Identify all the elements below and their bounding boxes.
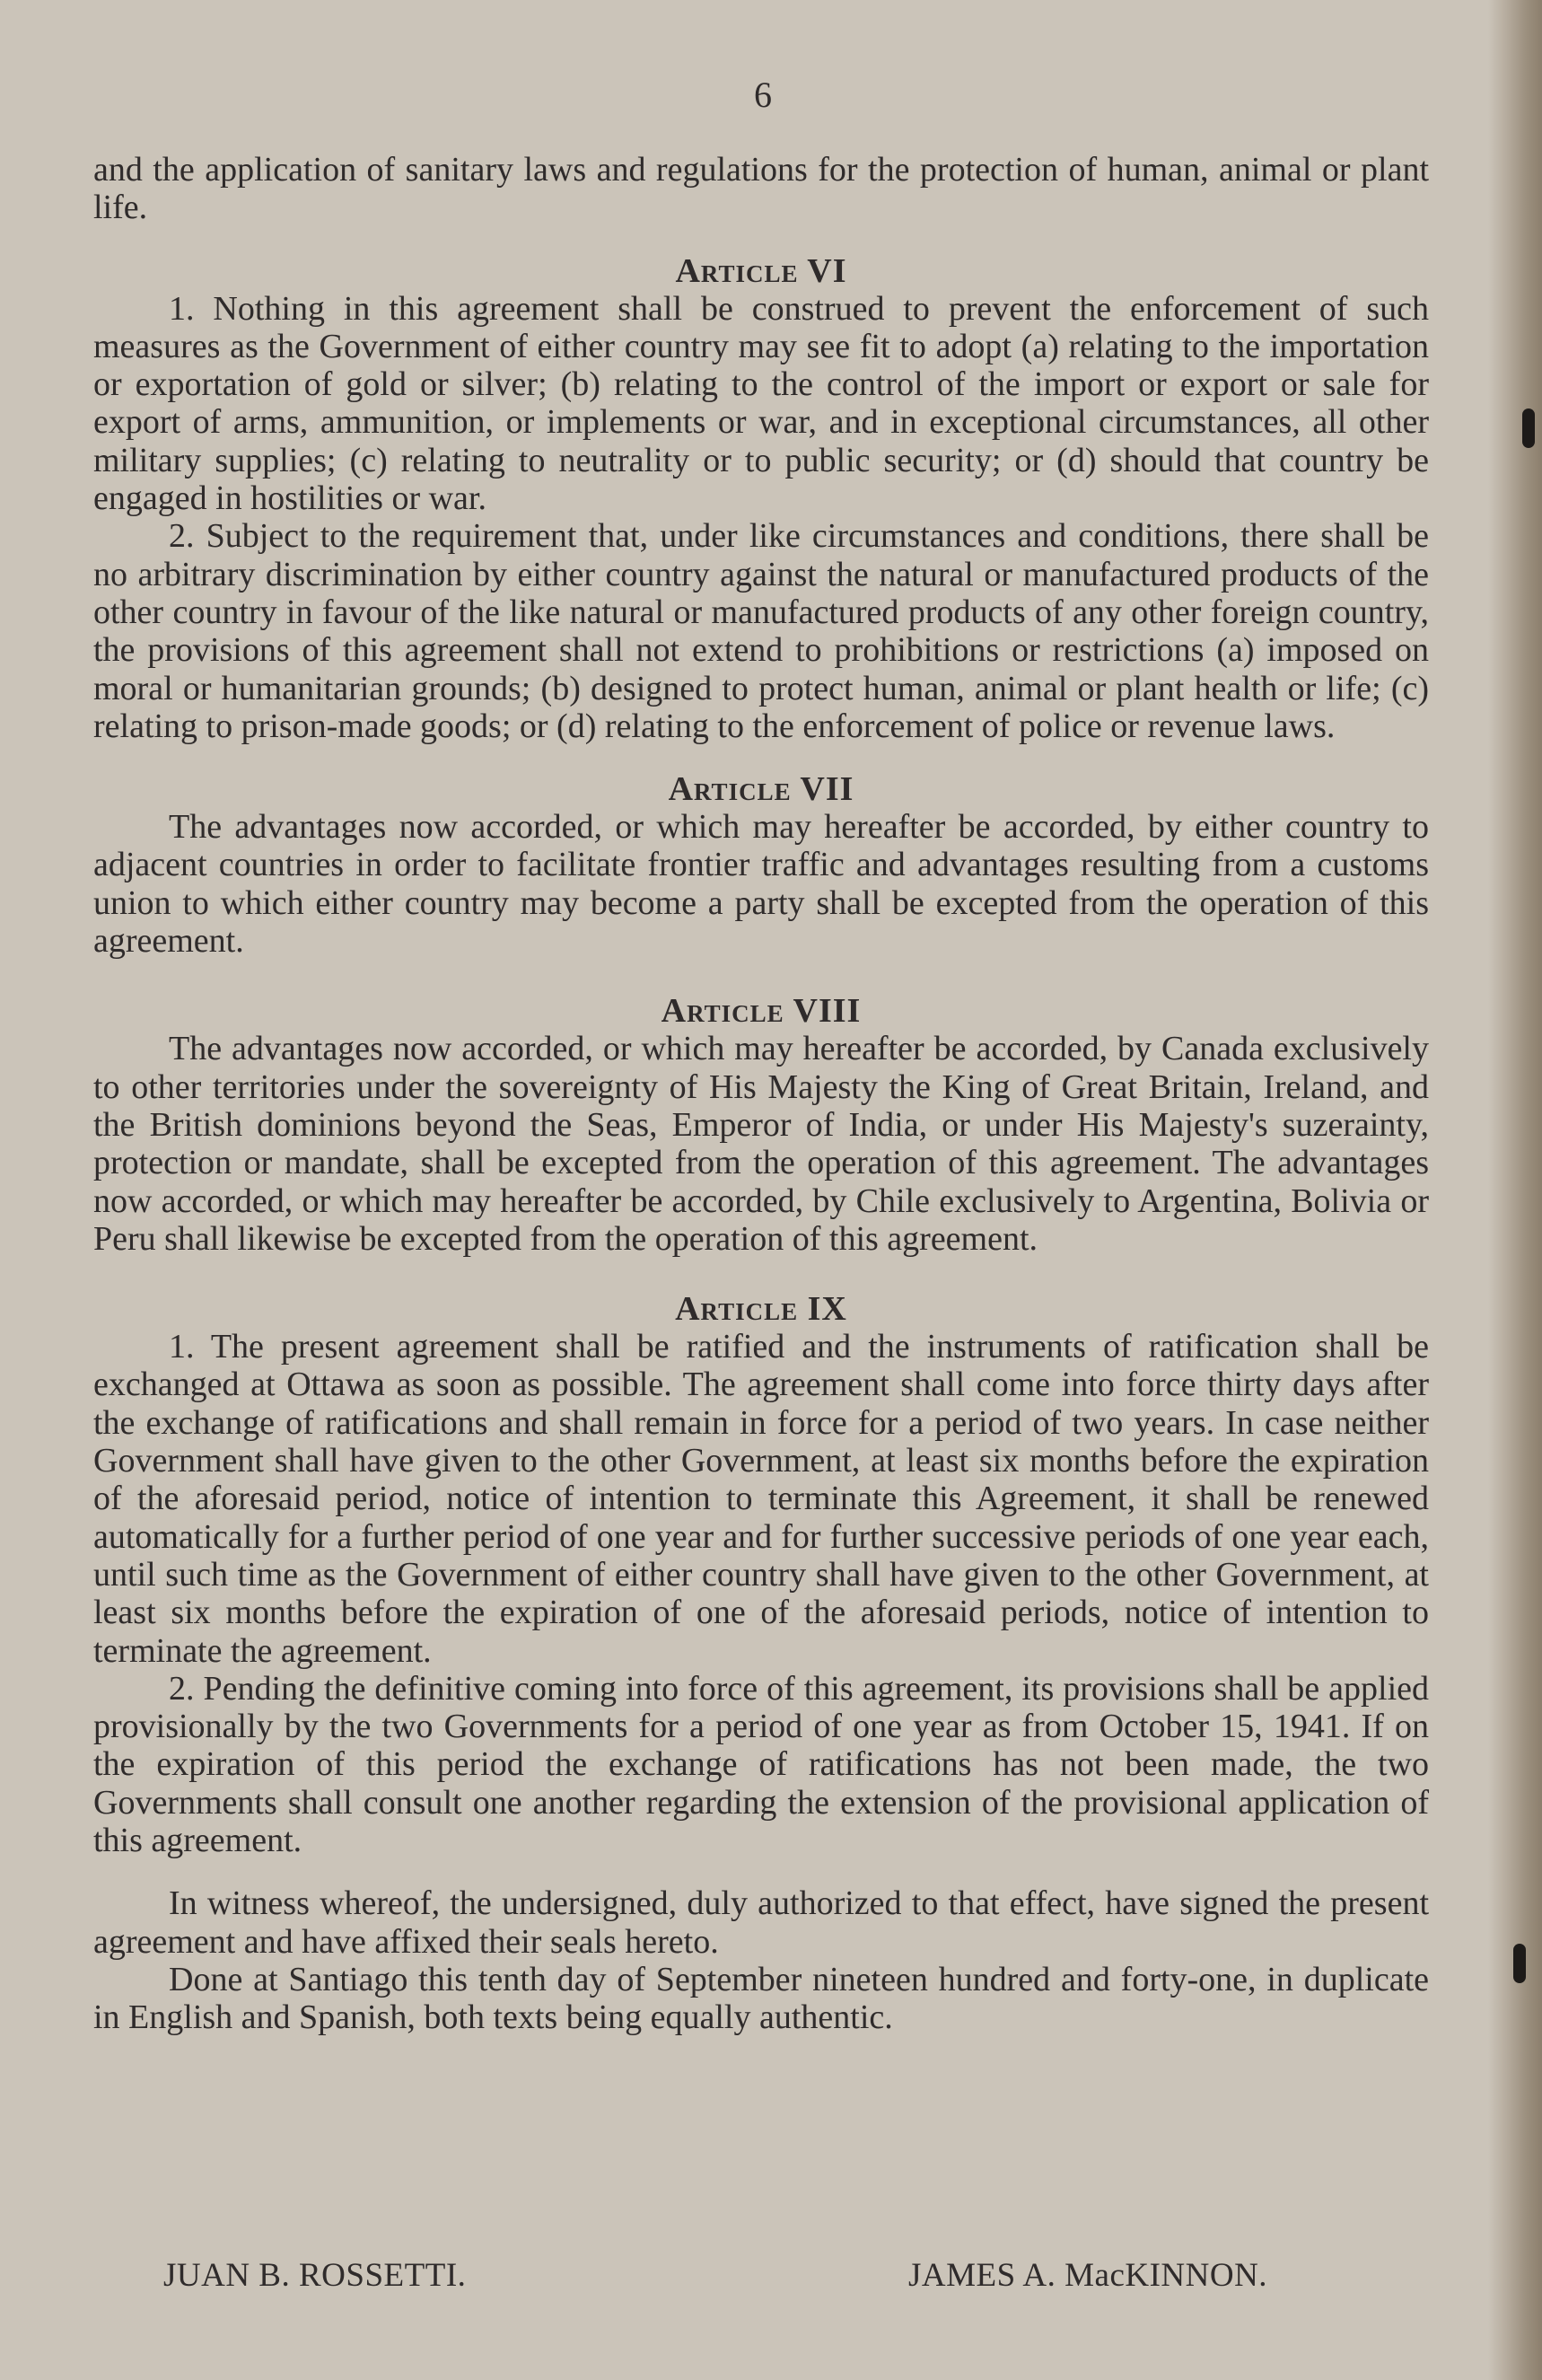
spacer xyxy=(93,1859,1429,1884)
article-vii-heading: Article VII xyxy=(668,770,854,809)
binding-hole-bottom xyxy=(1513,1944,1526,1983)
article-vii-paragraph: The advantages now accorded, or which may hereafter be accorded, by either country to adjacent countries in order to facilitate frontier traffic and advantages resulting from a customs union to which either country may become a party shall be excepted from the operation of this agreement. xyxy=(93,808,1429,961)
signature-chile: JUAN B. ROSSETTI. xyxy=(163,2257,467,2294)
article-vi-paragraph-2: 2. Subject to the requirement that, under like circumstances and conditions, there shall be no arbitrary discrimination by either country against the natural or manufactured products of the other country in favour of the like natural or manufactured products of any other foreign country, the provisions of this agreement shall not extend to prohibitions or restrictions (a) imposed on moral or humanitarian grounds; (b) designed to protect human, animal or plant health or life; (c) relating to prison-made goods; or (d) relating to the enforcement of police or revenue laws. xyxy=(93,517,1429,745)
intro-paragraph: and the application of sanitary laws and regulations for the protection of human, animal or plant life. xyxy=(93,151,1429,227)
binding-hole-top xyxy=(1522,408,1535,448)
spacer xyxy=(93,227,1429,252)
article-ix-heading: Article IX xyxy=(675,1290,847,1329)
page-number: 6 xyxy=(754,75,772,115)
page-binding-edge xyxy=(1488,0,1542,2380)
spacer xyxy=(93,960,1429,992)
document-body xyxy=(93,151,1429,2036)
article-viii-heading: Article VIII xyxy=(661,992,862,1031)
signature-canada: JAMES A. MacKINNON. xyxy=(908,2257,1268,2294)
article-ix-paragraph-1: 1. The present agreement shall be ratified and the instruments of ratification shall be exchanged at Ottawa as soon as possible. The agreement shall come into force thirty days after the exchange of ratifications and shall remain in force for a period of two years. In case neither Government shall have given to the other Government, at least six months before the expiration of the aforesaid period, notice of intention to terminate this Agreement, it shall be renewed automatically for a further period of one year and for further successive periods of one year each, until such time as the Government of either country shall have given to the other Government, at least six months before the expiration of one of the aforesaid periods, notice of intention to terminate the agreement. xyxy=(93,1328,1429,1670)
done-at-paragraph: Done at Santiago this tenth day of September nineteen hundred and forty-one, in duplicate in English and Spanish, both texts being equally authentic. xyxy=(93,1960,1429,2037)
witness-paragraph: In witness whereof, the undersigned, duly authorized to that effect, have signed the present agreement and have affixed their seals hereto. xyxy=(93,1884,1429,1961)
spacer xyxy=(93,1258,1429,1290)
article-ix-paragraph-2: 2. Pending the definitive coming into force of this agreement, its provisions shall be applied provisionally by the two Governments for a period of one year as from October 15, 1941. If on the expiration of this period the exchange of ratifications has not been made, the two Governments shall consult one another regarding the extension of the provisional application of this agreement. xyxy=(93,1669,1429,1859)
article-viii-paragraph: The advantages now accorded, or which may hereafter be accorded, by Canada exclusively to other territories under the sovereignty of His Majesty the King of Great Britain, Ireland, and the British dominions beyond the Seas, Emperor of India, or under His Majesty's suzerainty, protection or mandate, shall be excepted from the operation of this agreement. The advantages now accorded, or which may hereafter be accorded, by Chile exclusively to Argentina, Bolivia or Peru shall likewise be excepted from the operation of this agreement. xyxy=(93,1030,1429,1258)
article-vi-paragraph-1: 1. Nothing in this agreement shall be construed to prevent the enforcement of such measures as the Government of either country may see fit to adopt (a) relating to the importation or exportation of gold or silver; (b) relating to the control of the import or export or sale for export of arms, ammunition, or implements or war, and in exceptional circumstances, all other military supplies; (c) relating to neutrality or to public security; or (d) should that country be engaged in hostilities or war. xyxy=(93,289,1429,518)
article-vi-heading: Article VI xyxy=(675,251,847,290)
spacer xyxy=(93,745,1429,770)
